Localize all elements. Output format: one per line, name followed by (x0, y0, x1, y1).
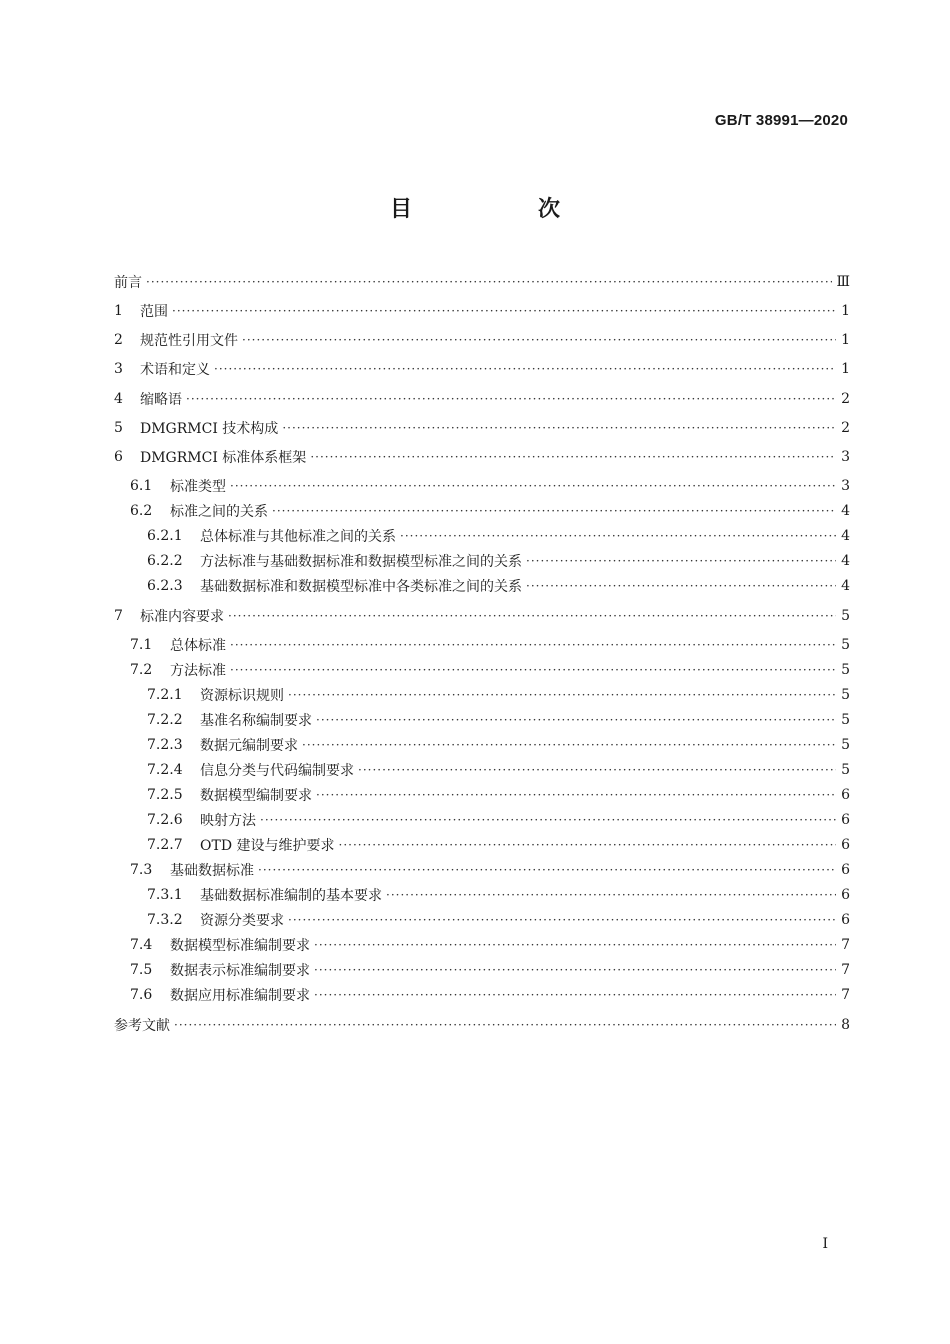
toc-entry-page: 5 (841, 637, 850, 653)
toc-leader-dots (314, 938, 836, 952)
toc-entry-label: 总体标准 (170, 638, 226, 654)
toc-entry[interactable] (147, 574, 850, 598)
toc-entry[interactable] (130, 474, 850, 498)
toc-entry-page: 4 (841, 528, 850, 544)
toc-entry-label: 资源分类要求 (200, 913, 284, 929)
toc-entry-number: 7 (114, 608, 123, 624)
toc-entry-number: 7.2.6 (147, 812, 183, 828)
toc-entry[interactable] (147, 908, 850, 932)
toc-entry-label: 数据模型标准编制要求 (170, 938, 310, 954)
toc-leader-dots (272, 504, 836, 518)
toc-entry-label: 基础数据标准 (170, 863, 254, 879)
toc-entry-label: 总体标准与其他标准之间的关系 (200, 529, 396, 545)
toc-entry-number: 7.2.2 (147, 712, 183, 728)
toc-entry-page: 2 (841, 391, 850, 407)
toc-entry-page: 2 (841, 420, 850, 436)
toc-entry-label: 术语和定义 (140, 362, 210, 378)
toc-leader-dots (214, 362, 836, 376)
toc-entry-page: 6 (841, 912, 850, 928)
toc-entry-page: 4 (841, 503, 850, 519)
toc-entry-label: DMGRMCI 技术构成 (140, 421, 279, 437)
toc-leader-dots (310, 450, 836, 464)
toc-entry-number: 7.3 (130, 862, 153, 878)
toc-entry[interactable] (130, 499, 850, 523)
toc-leader-dots (526, 554, 836, 568)
toc-entry-number: 6.2.2 (147, 553, 183, 569)
toc-entry-number: 7.2.5 (147, 787, 183, 803)
toc-entry-number: 6.1 (130, 478, 153, 494)
toc-entry[interactable] (147, 549, 850, 573)
toc-entry-label: 基准名称编制要求 (200, 713, 312, 729)
toc-entry-page: 5 (841, 762, 850, 778)
toc-entry-label: DMGRMCI 标准体系框架 (140, 450, 307, 466)
toc-entry-label: 缩略语 (140, 392, 182, 408)
toc-entry[interactable] (130, 633, 850, 657)
toc-entry-number: 6.2.1 (147, 528, 183, 544)
toc-entry[interactable] (114, 445, 850, 469)
toc-entry-number: 2 (114, 332, 123, 348)
toc-leader-dots (339, 838, 837, 852)
toc-entry-number: 7.2.4 (147, 762, 183, 778)
toc-entry-number: 6.2.3 (147, 578, 183, 594)
toc-entry-number: 1 (114, 303, 123, 319)
toc-entry-number: 7.5 (130, 962, 153, 978)
toc-entry[interactable] (147, 783, 850, 807)
toc-entry-label: 信息分类与代码编制要求 (200, 763, 354, 779)
toc-entry-page: 5 (841, 608, 850, 624)
toc-entry-number: 7.3.2 (147, 912, 183, 928)
toc-leader-dots (526, 579, 836, 593)
toc-entry-page: 7 (841, 987, 850, 1003)
toc-entry-page: Ⅲ (836, 274, 850, 290)
toc-entry-number: 6 (114, 449, 123, 465)
toc-entry[interactable] (147, 733, 850, 757)
toc-entry-number: 5 (114, 420, 123, 436)
toc-entry-label: 数据表示标准编制要求 (170, 963, 310, 979)
toc-entry-label: 前言 (114, 275, 142, 291)
toc-entry-page: 1 (841, 332, 850, 348)
toc-entry-number: 6.2 (130, 503, 153, 519)
toc-entry-label: 数据应用标准编制要求 (170, 988, 310, 1004)
toc-leader-dots (260, 813, 836, 827)
toc-leader-dots (314, 988, 836, 1002)
toc-entry-number: 7.4 (130, 937, 153, 953)
toc-entry-label: 基础数据标准和数据模型标准中各类标准之间的关系 (200, 579, 522, 595)
toc-entry-label: 标准类型 (170, 479, 226, 495)
toc-entry[interactable] (114, 328, 850, 352)
toc-entry-page: 5 (841, 737, 850, 753)
toc-entry-page: 4 (841, 578, 850, 594)
toc-entry-number: 7.2.7 (147, 837, 183, 853)
toc-entry-label: 范围 (140, 304, 168, 320)
toc-entry-page: 6 (841, 787, 850, 803)
toc-entry-page: 6 (841, 837, 850, 853)
toc-entry-label: 规范性引用文件 (140, 333, 238, 349)
toc-entry-number: 7.6 (130, 987, 153, 1003)
toc-entry-label: 方法标准 (170, 663, 226, 679)
toc-entry[interactable] (114, 387, 850, 411)
toc-entry-label: 数据模型编制要求 (200, 788, 312, 804)
toc-leader-dots (314, 963, 836, 977)
toc-leader-dots (230, 663, 836, 677)
toc-leader-dots (386, 888, 836, 902)
toc-entry-label: 方法标准与基础数据标准和数据模型标准之间的关系 (200, 554, 522, 570)
toc-entry-number: 7.2.1 (147, 687, 183, 703)
toc-leader-dots (172, 304, 836, 318)
toc-leader-dots (230, 638, 836, 652)
toc-entry-number: 4 (114, 391, 123, 407)
toc-entry-number: 7.2 (130, 662, 153, 678)
toc-entry-label: OTD 建设与维护要求 (200, 838, 335, 854)
toc-leader-dots (302, 738, 836, 752)
toc-entry-page: 7 (841, 962, 850, 978)
toc-entry-page: 8 (841, 1017, 850, 1033)
toc-entry[interactable] (147, 808, 850, 832)
toc-entry[interactable] (147, 833, 850, 857)
toc-entry-page: 5 (841, 662, 850, 678)
toc-entry[interactable] (114, 270, 850, 294)
toc-entry[interactable] (114, 357, 850, 381)
toc-leader-dots (288, 913, 836, 927)
toc-leader-dots (288, 688, 836, 702)
toc-entry-page: 6 (841, 812, 850, 828)
toc-entry[interactable] (147, 683, 850, 707)
toc-entry-label: 标准之间的关系 (170, 504, 268, 520)
toc-entry-label: 基础数据标准编制的基本要求 (200, 888, 382, 904)
toc-entry-page: 1 (841, 303, 850, 319)
toc-leader-dots (258, 863, 836, 877)
toc-leader-dots (282, 421, 836, 435)
standard-number: GB/T 38991—2020 (714, 112, 848, 129)
toc-entry-page: 3 (841, 449, 850, 465)
toc-entry[interactable] (114, 604, 850, 628)
toc-entry[interactable] (147, 708, 850, 732)
toc-entry[interactable] (130, 858, 850, 882)
toc-entry-label: 映射方法 (200, 813, 256, 829)
toc-entry[interactable] (114, 299, 850, 323)
toc-entry[interactable] (114, 1013, 850, 1037)
toc-leader-dots (358, 763, 836, 777)
toc-entry[interactable] (147, 758, 850, 782)
page-title: 目 次 (389, 197, 612, 222)
toc-entry-number: 7.3.1 (147, 887, 183, 903)
toc-entry-label: 标准内容要求 (140, 609, 224, 625)
toc-entry[interactable] (114, 416, 850, 440)
toc-entry-label: 参考文献 (114, 1018, 170, 1034)
toc-entry[interactable] (130, 958, 850, 982)
toc-leader-dots (174, 1018, 836, 1032)
toc-entry-number: 7.1 (130, 637, 153, 653)
toc-leader-dots (400, 529, 836, 543)
toc-entry[interactable] (130, 933, 850, 957)
toc-entry[interactable] (130, 983, 850, 1007)
toc-entry-number: 3 (114, 361, 123, 377)
toc-leader-dots (146, 275, 832, 289)
toc-entry-page: 3 (841, 478, 850, 494)
toc-leader-dots (316, 713, 836, 727)
toc-entry-label: 数据元编制要求 (200, 738, 298, 754)
toc-leader-dots (228, 609, 836, 623)
toc-leader-dots (186, 392, 836, 406)
toc-leader-dots (242, 333, 836, 347)
toc-entry[interactable] (147, 524, 850, 548)
toc-entry-number: 7.2.3 (147, 737, 183, 753)
toc-entry-page: 1 (841, 361, 850, 377)
toc-entry[interactable] (130, 658, 850, 682)
toc-entry-page: 7 (841, 937, 850, 953)
toc-entry[interactable] (147, 883, 850, 907)
toc-entry-page: 4 (841, 553, 850, 569)
toc-entry-label: 资源标识规则 (200, 688, 284, 704)
toc-leader-dots (230, 479, 836, 493)
toc-entry-page: 5 (841, 712, 850, 728)
toc-entry-page: 6 (841, 887, 850, 903)
toc-leader-dots (316, 788, 836, 802)
toc-entry-page: 6 (841, 862, 850, 878)
toc-entry-page: 5 (841, 687, 850, 703)
footer-page-number: Ⅰ (822, 1236, 828, 1252)
